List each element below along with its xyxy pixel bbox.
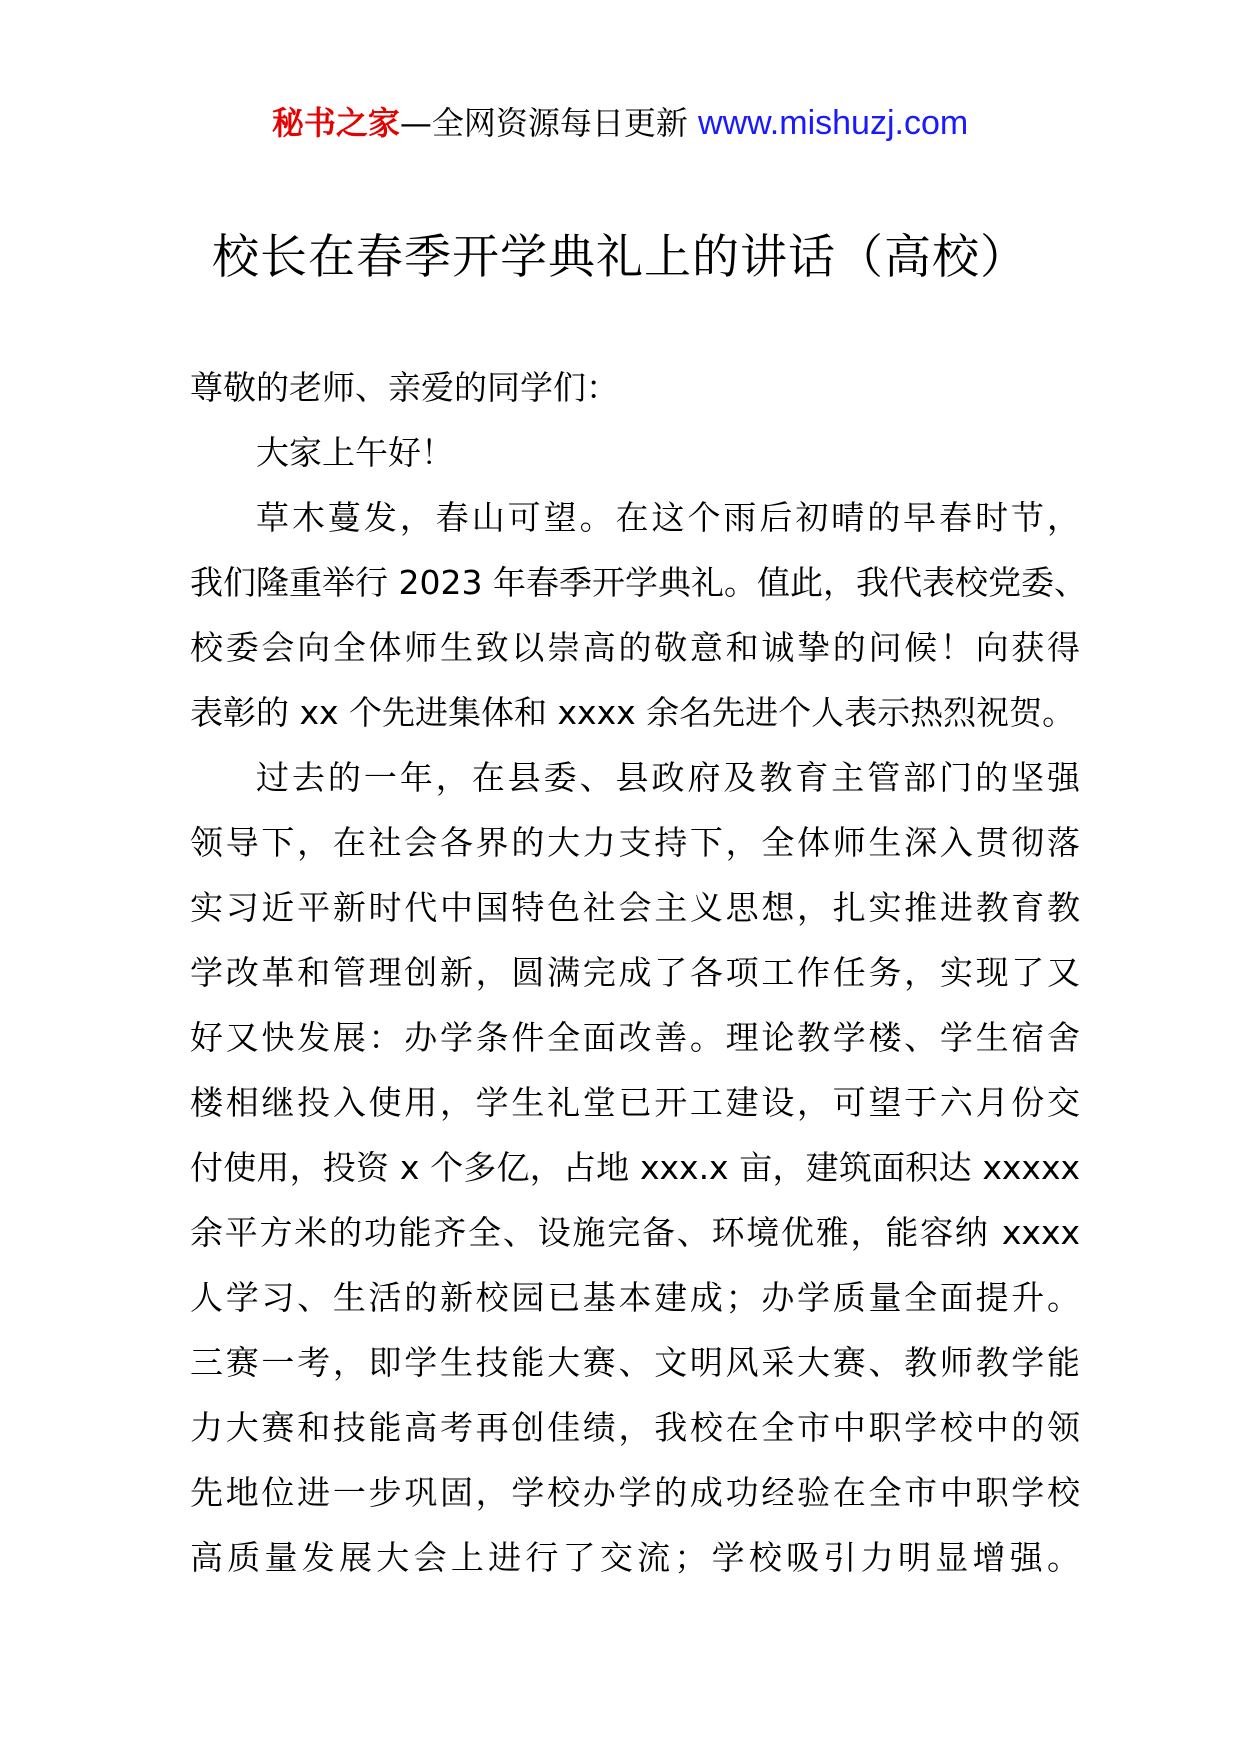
paragraph-line: 付使用，投资 x 个多亿，占地 xxx.x 亩，建筑面积达 xxxxx (190, 1148, 1080, 1187)
salutation (190, 355, 1080, 420)
paragraph-line: 学改革和管理创新，圆满完成了各项工作任务，实现了又 (190, 953, 1080, 992)
site-url-link[interactable]: www.mishuzj.com (698, 104, 969, 142)
paragraph-line: 领导下，在社会各界的大力支持下，全体师生深入贯彻落 (190, 823, 1080, 862)
greeting (190, 420, 1080, 485)
paragraph-line: 我们隆重举行 2023 年春季开学典礼。值此，我代表校党委、 (190, 563, 1087, 602)
paragraph-1 (190, 485, 1087, 745)
paragraph-2 (190, 745, 1080, 1590)
paragraph-line: 力大赛和技能高考再创佳绩，我校在全市中职学校中的领 (190, 1408, 1080, 1447)
paragraph-line: 高质量发展大会上进行了交流；学校吸引力明显增强。 (190, 1538, 1080, 1577)
paragraph-line: 草木蔓发，春山可望。在这个雨后初晴的早春时节， (256, 498, 1080, 537)
paragraph-line: 先地位进一步巩固，学校办学的成功经验在全市中职学校 (190, 1473, 1080, 1512)
greeting-line: 大家上午好！ (256, 433, 454, 472)
paragraph-line: 实习近平新时代中国特色社会主义思想，扎实推进教育教 (190, 888, 1080, 927)
paragraph-line: 楼相继投入使用，学生礼堂已开工建设，可望于六月份交 (190, 1083, 1080, 1122)
paragraph-line: 表彰的 xx 个先进集体和 xxxx 余名先进个人表示热烈祝贺。 (190, 693, 1076, 732)
brand-name: 秘书之家 (271, 104, 400, 142)
site-header (0, 98, 1240, 148)
salutation-line: 尊敬的老师、亲爱的同学们： (190, 368, 619, 407)
paragraph-line: 好又快发展：办学条件全面改善。理论教学楼、学生宿舍 (190, 1018, 1080, 1057)
paragraph-line: 三赛一考，即学生技能大赛、文明风采大赛、教师教学能 (190, 1343, 1080, 1382)
paragraph-line: 过去的一年，在县委、县政府及教育主管部门的坚强 (256, 758, 1080, 797)
paragraph-line: 人学习、生活的新校园已基本建成；办学质量全面提升。 (190, 1278, 1080, 1317)
document-body (190, 355, 1087, 1590)
paragraph-line: 余平方米的功能齐全、设施完备、环境优雅，能容纳 xxxx (190, 1213, 1080, 1252)
header-tagline: —全网资源每日更新 (399, 104, 699, 142)
document-title: 校长在春季开学典礼上的讲话（高校） (212, 230, 1028, 285)
paragraph-line: 校委会向全体师生致以崇高的敬意和诚挚的问候！向获得 (190, 628, 1080, 667)
